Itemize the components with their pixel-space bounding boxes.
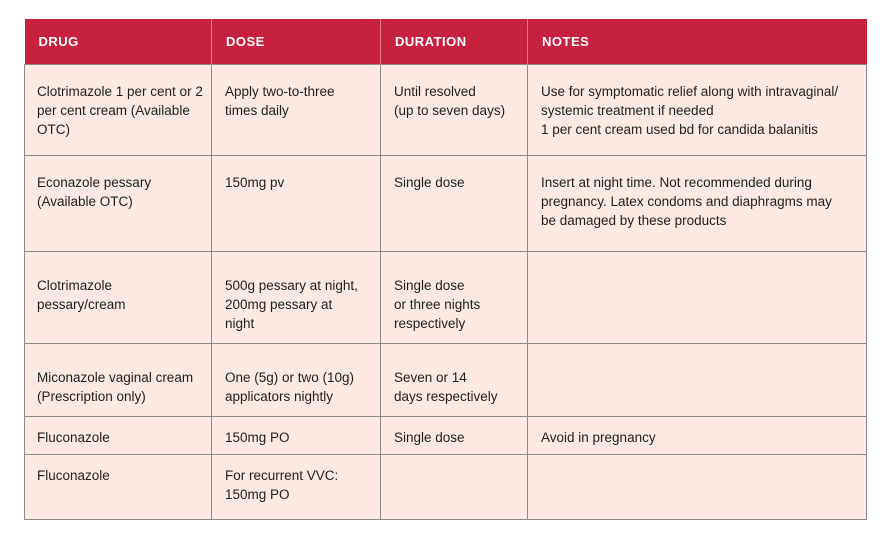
cell-text: respectively — [394, 315, 466, 331]
cell-duration — [381, 454, 528, 519]
cell-duration — [381, 251, 528, 343]
table-header — [25, 19, 867, 64]
cell-text: Until resolved — [394, 83, 476, 99]
table-body — [25, 64, 867, 519]
cell-text: 1 per cent cream used bd for candida balanitis — [541, 121, 818, 137]
cell-text: night — [225, 315, 255, 331]
cell-duration — [381, 64, 528, 155]
cell-drug — [25, 343, 212, 416]
cell-dose — [212, 64, 381, 155]
table-row — [25, 343, 867, 416]
cell-text: or three nights — [394, 296, 481, 312]
header-dose: DOSE — [212, 19, 381, 64]
cell-notes — [528, 251, 867, 343]
cell-text: Clotrimazole — [37, 277, 113, 293]
cell-dose — [212, 454, 381, 519]
cell-text: Single dose — [394, 429, 465, 445]
cell-text: Single dose — [394, 174, 465, 190]
table-row — [25, 155, 867, 251]
cell-text: applicators nightly — [225, 388, 334, 404]
cell-text: per cent cream (Available — [37, 102, 190, 118]
cell-dose — [212, 251, 381, 343]
cell-text: OTC) — [37, 121, 70, 137]
cell-text: Use for symptomatic relief along with intravaginal/ — [541, 83, 839, 99]
cell-text: pregnancy. Latex condoms and diaphragms may — [541, 193, 832, 209]
cell-duration — [381, 155, 528, 251]
cell-text: (Prescription only) — [37, 388, 146, 404]
table-row — [25, 64, 867, 155]
cell-text: (up to seven days) — [394, 102, 506, 118]
cell-text: 150mg pv — [225, 174, 285, 190]
cell-text: systemic treatment if needed — [541, 102, 714, 118]
cell-drug — [25, 251, 212, 343]
cell-text: One (5g) or two (10g) — [225, 369, 355, 385]
cell-drug — [25, 64, 212, 155]
cell-drug — [25, 454, 212, 519]
cell-text: (Available OTC) — [37, 193, 133, 209]
cell-text: 150mg PO — [225, 429, 290, 445]
cell-dose — [212, 343, 381, 416]
cell-text: Fluconazole — [37, 429, 110, 445]
cell-text: days respectively — [394, 388, 498, 404]
cell-notes — [528, 454, 867, 519]
cell-duration — [381, 343, 528, 416]
cell-text: times daily — [225, 102, 289, 118]
drug-table-container — [24, 19, 866, 520]
header-duration: DURATION — [381, 19, 528, 64]
cell-text: Miconazole vaginal cream — [37, 369, 194, 385]
cell-text: 150mg PO — [225, 486, 290, 502]
table-row — [25, 251, 867, 343]
drug-table — [24, 19, 867, 520]
cell-text: Avoid in pregnancy — [541, 429, 656, 445]
cell-text: Fluconazole — [37, 467, 110, 483]
cell-dose — [212, 416, 381, 454]
table-row — [25, 416, 867, 454]
cell-notes — [528, 343, 867, 416]
cell-text: Seven or 14 — [394, 369, 467, 385]
cell-notes — [528, 64, 867, 155]
cell-notes — [528, 416, 867, 454]
cell-text: 500g pessary at night, — [225, 277, 358, 293]
cell-text: Insert at night time. Not recommended during — [541, 174, 812, 190]
header-drug: DRUG — [25, 19, 212, 64]
cell-text: Econazole pessary — [37, 174, 152, 190]
cell-drug — [25, 416, 212, 454]
cell-text: pessary/cream — [37, 296, 126, 312]
cell-text: Apply two-to-three — [225, 83, 335, 99]
cell-text: 200mg pessary at — [225, 296, 333, 312]
cell-dose — [212, 155, 381, 251]
cell-drug — [25, 155, 212, 251]
cell-text: For recurrent VVC: — [225, 467, 339, 483]
cell-text: Single dose — [394, 277, 465, 293]
table-row — [25, 454, 867, 519]
header-row — [25, 19, 867, 64]
cell-text: Clotrimazole 1 per cent or 2 — [37, 83, 203, 99]
cell-text: be damaged by these products — [541, 212, 727, 228]
header-notes: NOTES — [528, 19, 867, 64]
cell-notes — [528, 155, 867, 251]
cell-duration — [381, 416, 528, 454]
